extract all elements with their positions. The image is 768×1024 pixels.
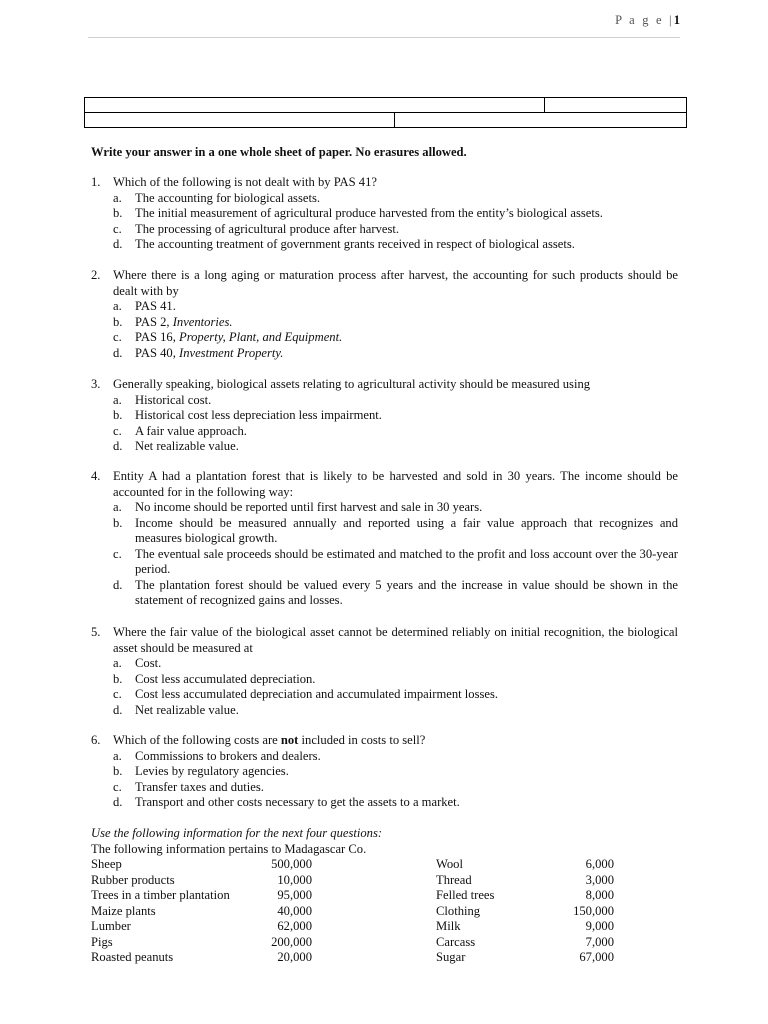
question-3 [91, 377, 678, 455]
option-d: d. Transport and other costs necessary to get the assets to a market. [113, 795, 460, 809]
option-c: c. The eventual sale proceeds should be estimated and matched to the profit and loss account over the 30-year period. [113, 546, 678, 576]
page-header [88, 13, 680, 38]
question-6 [91, 733, 678, 811]
name-field-cell [85, 98, 545, 113]
option-a: a. Cost. [113, 656, 162, 670]
option-d: d. Net realizable value. [113, 439, 239, 453]
question-4 [91, 469, 678, 609]
page-number: 1 [673, 13, 680, 27]
name-info-table [84, 97, 687, 128]
page-label: P a g e | [615, 13, 674, 27]
question-number: 2. [91, 268, 101, 282]
table-row: Rubber products 10,000 Thread 3,000 [91, 872, 614, 887]
option-c: c. A fair value approach. [113, 423, 247, 438]
table-row: Pigs 200,000 Carcass 7,000 [91, 934, 614, 949]
option-a: a. Historical cost. [113, 392, 212, 407]
question-number: 4. [91, 469, 101, 483]
table-row: Lumber 62,000 Milk 9,000 [91, 919, 614, 933]
option-b: b. Historical cost less depreciation less impairment. [113, 408, 382, 422]
question-number: 5. [91, 625, 101, 639]
option-c: c. PAS 16, Property, Plant, and Equipment. [113, 330, 343, 344]
section-field-cell [85, 113, 395, 128]
question-text: Which of the following is not dealt with by PAS 41? [113, 175, 377, 189]
option-a: a. PAS 41. [113, 299, 176, 313]
table-row: Trees in a timber plantation 95,000 Felled trees 8,000 [91, 888, 614, 902]
question-text: Which of the following costs are not included in costs to sell? [113, 733, 426, 747]
option-b: b. Cost less accumulated depreciation. [113, 671, 316, 686]
table-row: Maize plants 40,000 Clothing 150,000 [91, 903, 614, 918]
option-c: c. The processing of agricultural produce after harvest. [113, 221, 400, 236]
info-lead: Use the following information for the next four questions: [91, 826, 383, 840]
option-c: c. Cost less accumulated depreciation and accumulated impairment losses. [113, 687, 499, 701]
option-b: b. Income should be measured annually and reported using a fair value approach that recognizes and measures biological growth. [113, 515, 678, 545]
option-c: c. Transfer taxes and duties. [113, 779, 264, 794]
question-2 [91, 268, 678, 361]
option-d: d. The accounting treatment of government grants received in respect of biological assets. [113, 237, 575, 251]
question-text: Where the fair value of the biological asset cannot be determined reliably on initial recognition, the biological asset should be measured at [113, 625, 678, 655]
question-number: 1. [91, 175, 101, 189]
option-a: a. Commissions to brokers and dealers. [113, 748, 321, 763]
date-field-cell [395, 113, 687, 128]
option-a: a. No income should be reported until first harvest and sale in 30 years. [113, 500, 483, 514]
table-row: Roasted peanuts 20,000 Sugar 67,000 [91, 950, 614, 964]
question-5 [91, 625, 678, 718]
question-1 [91, 175, 678, 253]
info-intro: The following information pertains to Madagascar Co. [91, 841, 367, 856]
option-d: d. PAS 40, Investment Property. [113, 345, 284, 360]
option-d: d. The plantation forest should be valued every 5 years and the increase in value should be shown in the statement of recognized gains and losses. [113, 577, 678, 607]
instructions: Write your answer in a one whole sheet of paper. No erasures allowed. [91, 145, 467, 159]
score-field-cell [545, 98, 687, 113]
option-d: d. Net realizable value. [113, 702, 239, 717]
items-table [91, 857, 614, 966]
option-b: b. The initial measurement of agricultural produce harvested from the entity’s biological assets. [113, 206, 603, 220]
question-number: 6. [91, 733, 101, 747]
question-number: 3. [91, 377, 101, 391]
question-text: Where there is a long aging or maturation process after harvest, the accounting for such products should be dealt with by [113, 268, 678, 298]
option-a: a. The accounting for biological assets. [113, 190, 321, 205]
question-text: Generally speaking, biological assets relating to agricultural activity should be measured using [113, 377, 591, 391]
table-row: Sheep 500,000 Wool 6,000 [91, 857, 614, 871]
info-block [91, 826, 651, 857]
option-b: b. Levies by regulatory agencies. [113, 764, 289, 778]
question-text: Entity A had a plantation forest that is likely to be harvested and sold in 30 years. The income should be accounted for in the following way: [113, 469, 678, 499]
option-b: b. PAS 2, Inventories. [113, 314, 233, 329]
